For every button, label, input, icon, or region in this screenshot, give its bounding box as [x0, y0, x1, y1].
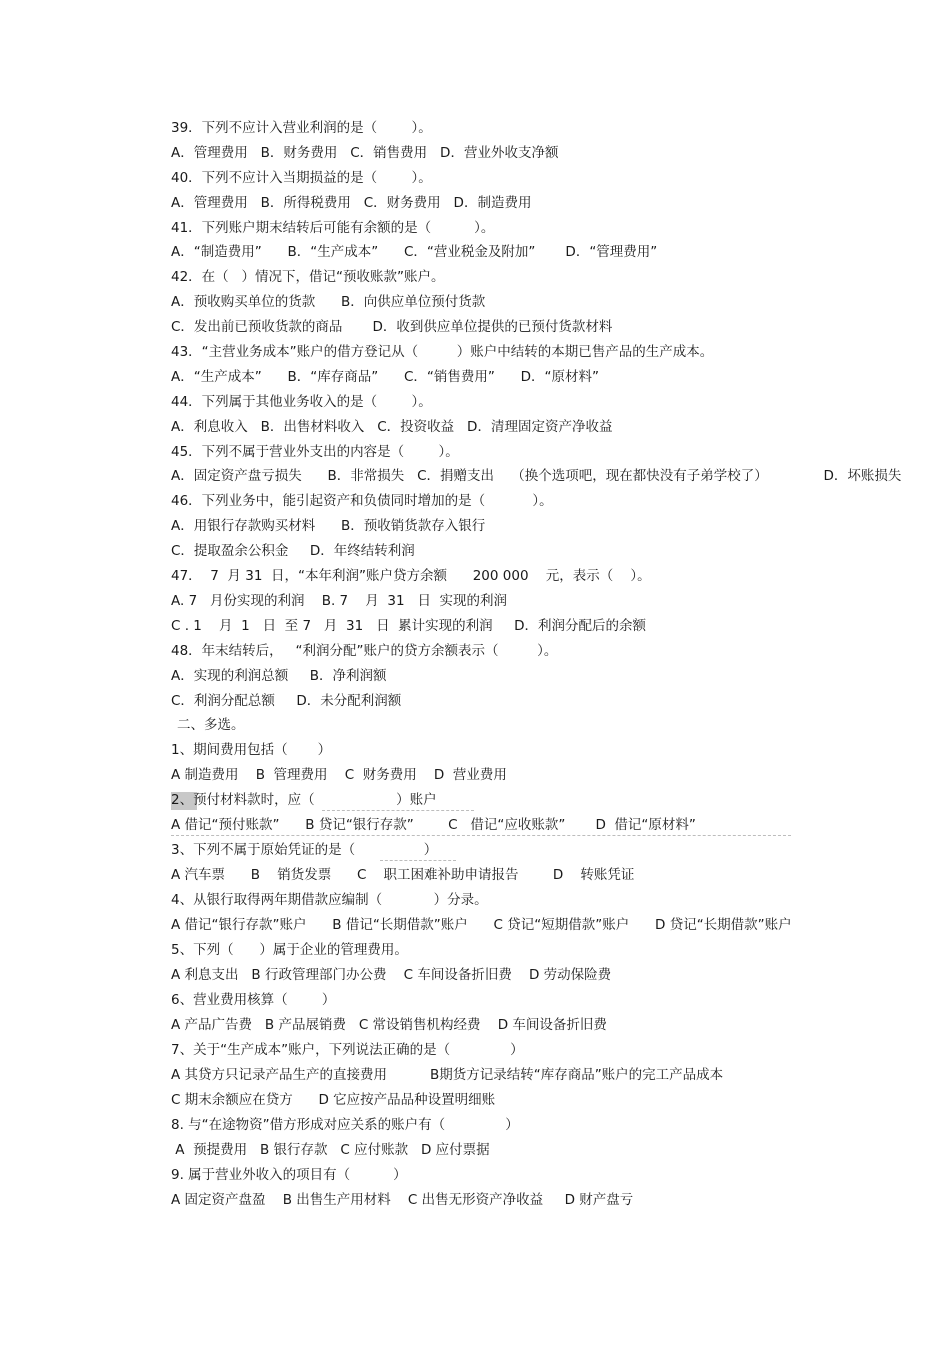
- options-m3: A 汽车票 B 销货发票 C 职工困难补助申请报告 D 转账凭证: [171, 867, 635, 883]
- options-42-cd: C．发出前已预收货款的商品 D．收到供应单位提供的已预付货款材料: [171, 319, 613, 335]
- question-m4: 4、从银行取得两年期借款应编制（ ）分录。: [171, 892, 488, 908]
- question-44: 44．下列属于其他业务收入的是（ ）。: [171, 394, 432, 410]
- question-m1: 1、期间费用包括（ ）: [171, 742, 332, 758]
- options-43: A．“生产成本” B．“库存商品” C．“销售费用” D．“原材料”: [171, 369, 600, 385]
- options-46-cd: C．提取盈余公积金 D．年终结转利润: [171, 543, 415, 559]
- options-m1: A 制造费用 B 管理费用 C 财务费用 D 营业费用: [171, 767, 507, 783]
- question-42: 42．在（ ）情况下，借记“预收账款”账户。: [171, 269, 445, 285]
- question-46: 46．下列业务中，能引起资产和负债同时增加的是（ ）。: [171, 493, 553, 509]
- options-44: A．利息收入 B．出售材料收入 C．投资收益 D．清理固定资产净收益: [171, 419, 613, 435]
- options-m8: A 预提费用 B 银行存款 C 应付账款 D 应付票据: [171, 1142, 490, 1158]
- question-m7: 7、关于“生产成本”账户，下列说法正确的是（ ）: [171, 1042, 524, 1058]
- question-47: 47． 7 月 31 日，“本年利润”账户贷方余额 200 000 元，表示（ ）。: [171, 568, 651, 584]
- options-42-ab: A．预收购买单位的货款 B．向供应单位预付货款: [171, 294, 486, 310]
- options-m7-cd: C 期末余额应在贷方 D 它应按产品品种设置明细账: [171, 1092, 496, 1108]
- question-m2: 2、预付材料款时，应（ ）账户: [171, 792, 437, 808]
- options-m4: A 借记“银行存款”账户 B 借记“长期借款”账户 C 贷记“短期借款”账户 D 贷记“长期借款”账户: [171, 917, 792, 933]
- question-m5: 5、下列（ ）属于企业的管理费用。: [171, 942, 408, 958]
- options-48-cd: C．利润分配总额 D．未分配利润额: [171, 693, 402, 709]
- question-48: 48．年末结转后， “利润分配”账户的贷方余额表示（ ）。: [171, 643, 558, 659]
- options-40: A．管理费用 B．所得税费用 C．财务费用 D．制造费用: [171, 195, 532, 211]
- question-43: 43．“主营业务成本”账户的借方登记从（ ）账户中结转的本期已售产品的生产成本。: [171, 344, 714, 360]
- question-39: 39．下列不应计入营业利润的是（ ）。: [171, 120, 432, 136]
- options-m2: A 借记“预付账款” B 贷记“银行存款” C 借记“应收账款” D 借记“原材料”: [171, 817, 696, 833]
- answer-blank-underline: [171, 835, 791, 836]
- options-47-ab: A. 7 月份实现的利润 B. 7 月 31 日 实现的利润: [171, 593, 508, 609]
- question-45: 45．下列不属于营业外支出的内容是（ ）。: [171, 444, 459, 460]
- options-46-ab: A．用银行存款购买材料 B．预收销货款存入银行: [171, 518, 486, 534]
- options-m6: A 产品广告费 B 产品展销费 C 常设销售机构经费 D 车间设备折旧费: [171, 1017, 607, 1033]
- options-48-ab: A．实现的利润总额 B．净利润额: [171, 668, 387, 684]
- question-40: 40．下列不应计入当期损益的是（ ）。: [171, 170, 432, 186]
- question-m3: 3、下列不属于原始凭证的是（ ）: [171, 842, 438, 858]
- options-47-cd: C . 1 月 1 日 至 7 月 31 日 累计实现的利润 D．利润分配后的余额: [171, 618, 647, 634]
- options-45: A．固定资产盘亏损失 B．非常损失 C．捐赠支出 （换个选项吧，现在都快没有子弟学校了） D．坏账损失: [171, 468, 902, 484]
- options-m7-ab: A 其贷方只记录产品生产的直接费用 B期货方记录结转“库存商品”账户的完工产品成本: [171, 1067, 724, 1083]
- options-m9: A 固定资产盘盈 B 出售生产用材料 C 出售无形资产净收益 D 财产盘亏: [171, 1192, 634, 1208]
- question-m9: 9. 属于营业外收入的项目有（ ）: [171, 1167, 407, 1183]
- question-m8: 8. 与“在途物资”借方形成对应关系的账户有（ ）: [171, 1117, 519, 1133]
- question-41: 41．下列账户期末结转后可能有余额的是（ ）。: [171, 220, 495, 236]
- options-39: A．管理费用 B．财务费用 C．销售费用 D．营业外收支净额: [171, 145, 559, 161]
- answer-blank-underline: [322, 810, 474, 811]
- options-41: A．“制造费用” B．“生产成本” C．“营业税金及附加” D．“管理费用”: [171, 244, 658, 260]
- section-heading: 二、多选。: [177, 717, 245, 733]
- options-m5: A 利息支出 B 行政管理部门办公费 C 车间设备折旧费 D 劳动保险费: [171, 967, 612, 983]
- answer-blank-underline: [380, 860, 456, 861]
- question-m6: 6、营业费用核算（ ）: [171, 992, 336, 1008]
